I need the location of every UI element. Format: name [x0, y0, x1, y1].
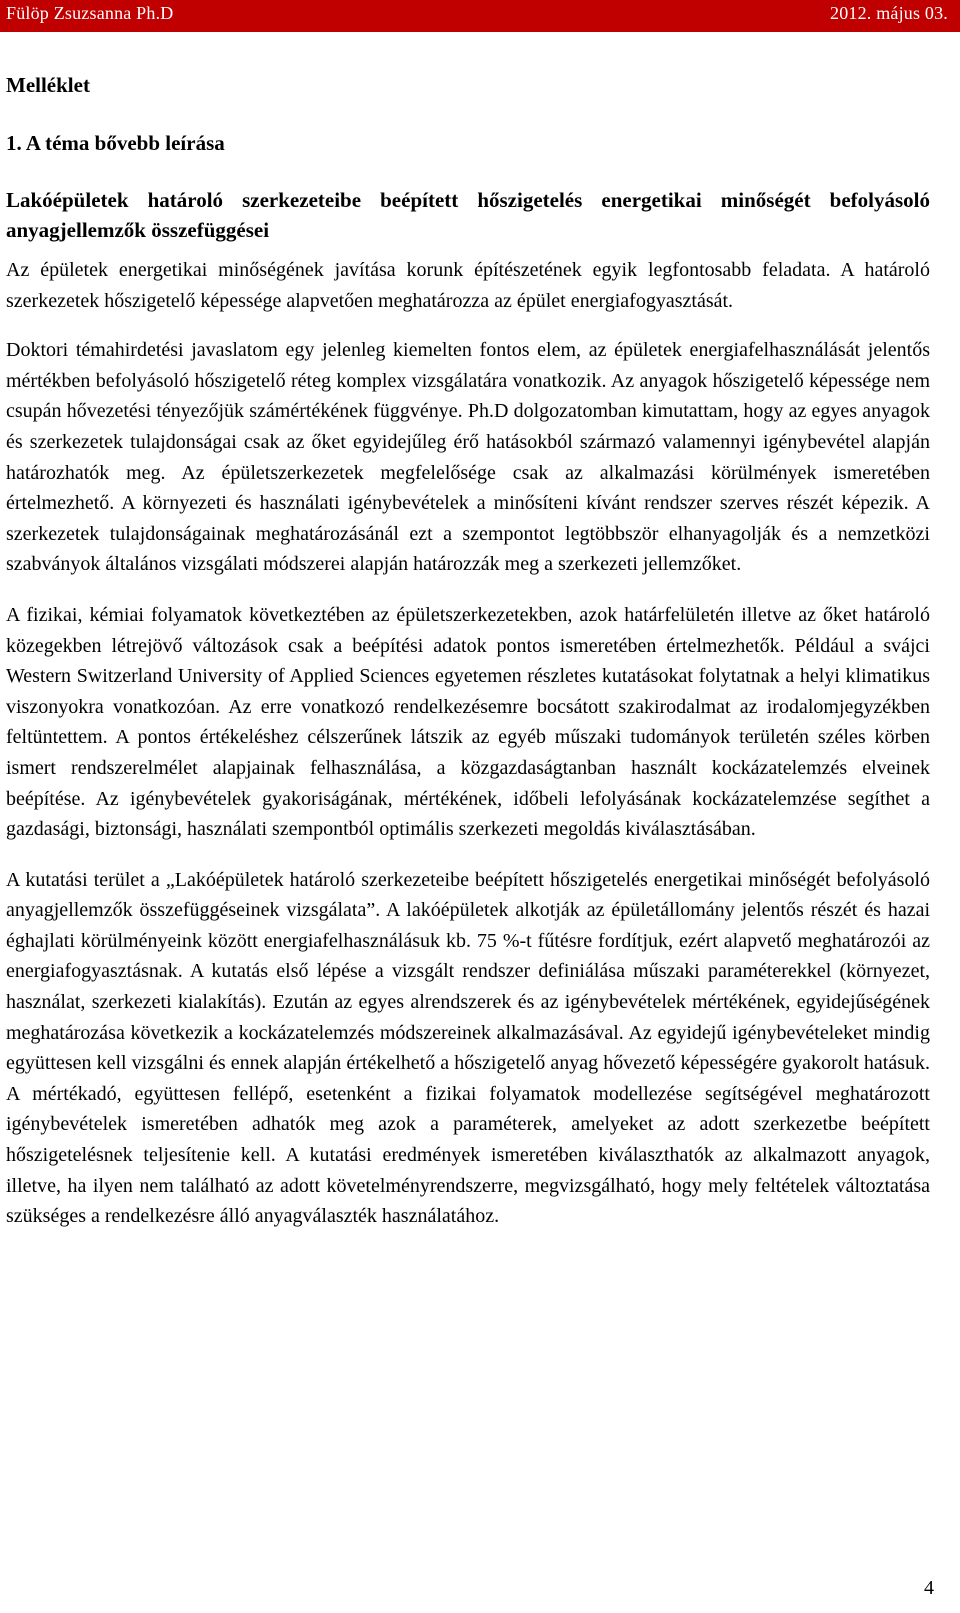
paragraph-2: Doktori témahirdetési javaslatom egy jelenleg kiemelten fontos elem, az épületek energiafelhasználását jelentős mértékben befolyásoló hőszigetelő réteg komplex vizsgálatára vonatkozik. Az anyagok hőszigetelő képessége nem csupán hővezetési tényezőjük számértékének függvénye. Ph.D dolgozatomban kimutattam, hogy az egyes anyagok és szerkezetek tulajdonságai csak az őket egyidejűleg érő hatásokból származó valamennyi igénybevétel alapján határozhatók meg. Az épületszerkezetek megfelelősége csak az alkalmazási körülmények ismeretében értelmezhető. A környezeti és használati igénybevételek a minősíteni kívánt rendszer szerves részét képezik. A szerkezetek tulajdonságainak meghatározásánál ezt a szempontot legtöbbször elhanyagolják és a nemzetközi szabványok általános vizsgálati módszerei alapján határozzák meg a szerkezeti jellemzőket. [6, 339, 930, 576]
paragraph-3: A fizikai, kémiai folyamatok következtében az épületszerkezetekben, azok határfelületén illetve az őket határoló közegekben létrejövő változások csak a beépítési adatok pontos ismeretében értelmezhetők. Például a svájci Western Switzerland University of Applied Sciences egyetemen részletes kutatásokat folytatnak a helyi klimatikus viszonyokra vonatkozóan. Az erre vonatkozó rendelkezésemre bocsátott szakirodalmat az irodalomjegyzékben feltüntettem. A pontos értékeléshez célszerűnek látszik az egyéb műszaki tudományok területén széles körben ismert rendszerelmélet alapjainak felhasználása, a közgazdaságtanban használt kockázatelemzés elveinek beépítése. Az igénybevételek gyakoriságának, mértékének, időbeli lefolyásának kockázatelemzése segíthet a gazdasági, biztonsági, használati szempontból optimális szerkezeti megoldás kiválasztásában. [6, 603, 930, 841]
paragraph-1: Az épületek energetikai minőségének javítása korunk építészetének egyik legfontosabb feladata. A határoló szerkezetek hőszigetelő képessége alapvetően meghatározza az épület energiafogyasztását. [6, 259, 930, 312]
page-number: 4 [924, 1577, 934, 1599]
header-date: 2012. május 03. [830, 3, 948, 23]
page-header [0, 0, 960, 32]
appendix-label: Melléklet [6, 73, 90, 97]
header-author: Fülöp Zsuzsanna Ph.D [6, 3, 174, 23]
paragraph-4: A kutatási terület a „Lakóépületek határoló szerkezeteibe beépített hőszigetelés energetikai minőségét befolyásoló anyagjellemzők összefüggéseinek vizsgálata”. A lakóépületek alkotják az épületállomány jelentős részét és hazai éghajlati körülményeink között energiafelhasználásuk kb. 75 %-t fűtésre fordítjuk, ezért alapvető meghatározói az energiafogyasztásnak. A kutatás első lépése a vizsgált rendszer definiálása műszaki paraméterekkel (környezet, használat, szerkezeti kialakítás). Ezután az egyes alrendszerek és az igénybevételek mértékének, egyidejűségének meghatározása következik a kockázatelemzés módszereinek alkalmazásával. Az egyidejű igénybevételeket mindig együttesen kell vizsgálni és ennek alapján értékelhető a hőszigetelő anyag hővezető képességére gyakorolt hatásuk. A mértékadó, együttesen fellépő, esetenként a fizikai folyamatok modellezése segítségével meghatározott igénybevételek ismeretében adhatók meg azok a paraméterek, amelyeket az adott szerkezetbe beépített hőszigetelésnek teljesítenie kell. A kutatási eredmények ismeretében kiválaszthatók az alkalmazott anyagok, illetve, ha ilyen nem található az adott követelményrendszerre, megvizsgálható, hogy mely feltételek változtatása szükséges a rendelkezésre álló anyagválaszték használatához. [6, 868, 930, 1228]
document-body [6, 70, 930, 1252]
section-heading: 1. A téma bővebb leírása [6, 131, 225, 155]
topic-title: Lakóépületek határoló szerkezeteibe beépített hőszigetelés energetikai minőségét befolyásoló anyagjellemzők összefüggései [6, 188, 930, 242]
